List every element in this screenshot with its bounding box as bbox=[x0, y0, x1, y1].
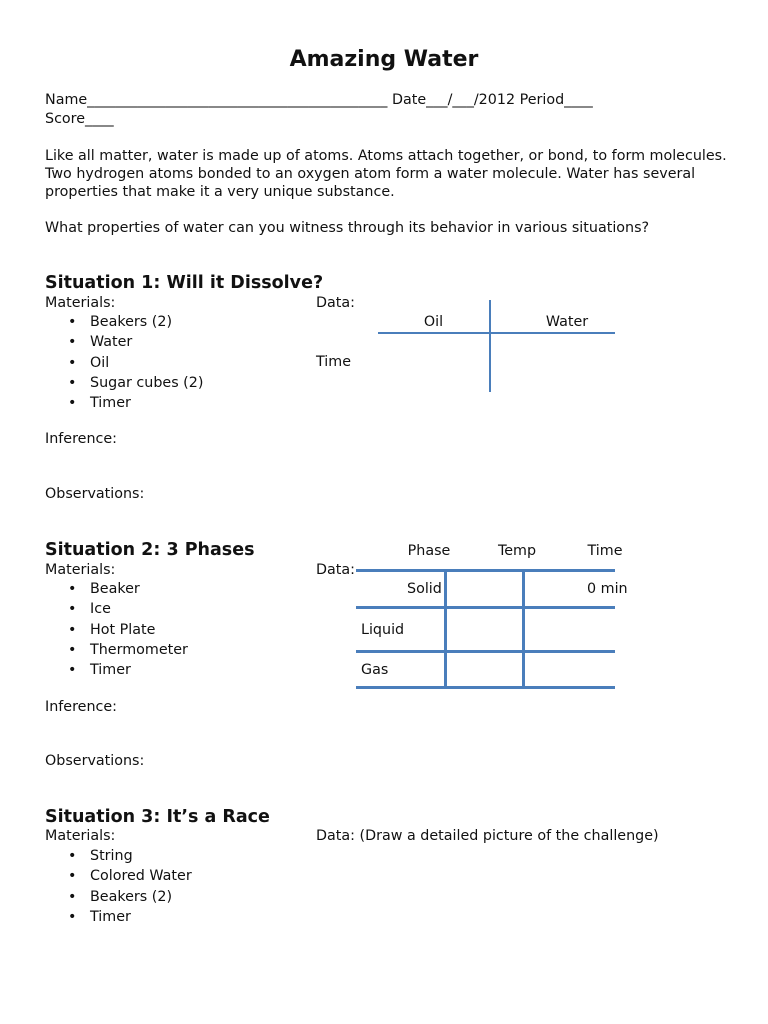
list-item: • Colored Water bbox=[45, 866, 192, 886]
situation-3-data-label: Data: (Draw a detailed picture of the challenge) bbox=[316, 828, 659, 844]
list-item: • Water bbox=[45, 332, 203, 352]
page-title: Amazing Water bbox=[289, 47, 479, 72]
situation-2-heading: Situation 2: 3 Phases bbox=[45, 540, 255, 560]
situation-1-observations-label: Observations: bbox=[45, 486, 145, 502]
situation-2-inference-label: Inference: bbox=[45, 699, 118, 715]
list-item: • Ice bbox=[45, 599, 188, 619]
list-item: • Beakers (2) bbox=[45, 312, 203, 332]
table-horizontal-line bbox=[356, 606, 615, 609]
table-cell-time: 0 min bbox=[587, 581, 628, 597]
table-cell-phase: Solid bbox=[407, 581, 442, 597]
table-cell-phase: Gas bbox=[361, 662, 389, 678]
list-item: • Hot Plate bbox=[45, 620, 188, 640]
table-horizontal-line bbox=[356, 650, 615, 653]
list-item: • Timer bbox=[45, 393, 203, 413]
situation-1-data-label: Data: bbox=[316, 295, 355, 311]
table-vertical-line bbox=[444, 569, 447, 689]
list-item: • Timer bbox=[45, 907, 192, 927]
list-item: • Sugar cubes (2) bbox=[45, 373, 203, 393]
list-item: • Timer bbox=[45, 660, 188, 680]
table-cell-phase: Liquid bbox=[361, 622, 405, 638]
list-item: • Oil bbox=[45, 353, 203, 373]
table-header-water: Water bbox=[545, 314, 589, 330]
situation-2-materials-list bbox=[45, 579, 188, 680]
table-header-time: Time bbox=[587, 543, 623, 559]
table-header-oil: Oil bbox=[423, 314, 444, 330]
situation-1-heading: Situation 1: Will it Dissolve? bbox=[45, 273, 324, 293]
table-horizontal-line bbox=[356, 686, 615, 689]
name-date-period-line: Name__________________________________________ Date___/___/2012 Period____ bbox=[45, 92, 593, 108]
table-horizontal-line bbox=[356, 569, 615, 572]
table-horizontal-line bbox=[378, 332, 615, 334]
situation-1-materials-label: Materials: bbox=[45, 295, 116, 311]
situation-3-materials-label: Materials: bbox=[45, 828, 116, 844]
intro-question: What properties of water can you witness through its behavior in various situations? bbox=[45, 220, 650, 236]
situation-2-observations-label: Observations: bbox=[45, 753, 145, 769]
table-header-temp: Temp bbox=[497, 543, 537, 559]
situation-1-inference-label: Inference: bbox=[45, 431, 118, 447]
list-item: • Thermometer bbox=[45, 640, 188, 660]
table-row-label-time: Time bbox=[316, 354, 351, 370]
situation-1-materials-list bbox=[45, 312, 203, 413]
table-vertical-line bbox=[522, 569, 525, 689]
intro-paragraph: Like all matter, water is made up of atoms. Atoms attach together, or bond, to form molecules. Two hydrogen atoms bonded to an oxygen atom form a water molecule. Water has several properties that make it a very unique substance. bbox=[45, 148, 727, 200]
situation-2-materials-label: Materials: bbox=[45, 562, 116, 578]
situation-2-data-label: Data: bbox=[316, 562, 355, 578]
situation-3-materials-list bbox=[45, 846, 192, 927]
list-item: • Beaker bbox=[45, 579, 188, 599]
situation-3-heading: Situation 3: It’s a Race bbox=[45, 807, 270, 827]
list-item: • Beakers (2) bbox=[45, 887, 192, 907]
table-header-phase: Phase bbox=[407, 543, 451, 559]
score-line: Score____ bbox=[45, 111, 114, 127]
list-item: • String bbox=[45, 846, 192, 866]
